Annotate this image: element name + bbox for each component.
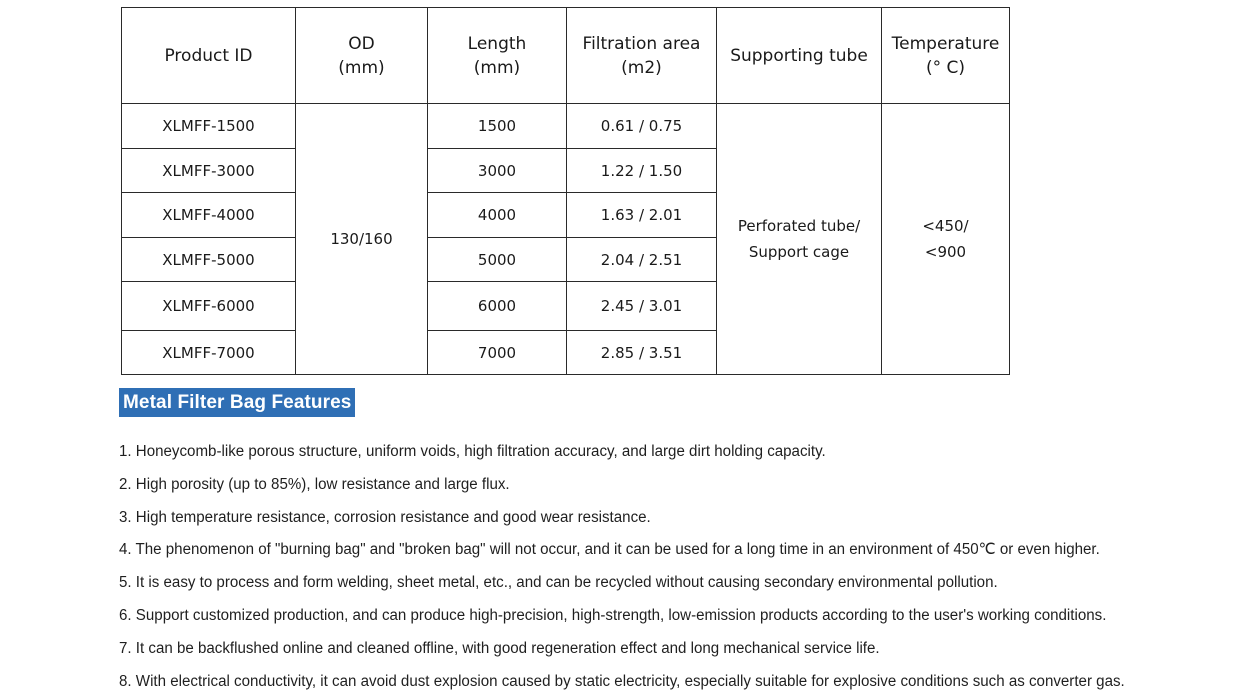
product-id-cell: XLMFF-7000 <box>122 331 296 375</box>
filtration-area-cell: 2.85 / 3.51 <box>567 331 717 375</box>
length-cell: 1500 <box>428 104 567 149</box>
header-filtration-area: Filtration area (m2) <box>567 8 717 104</box>
table-row <box>122 104 1010 149</box>
filtration-area-cell: 2.45 / 3.01 <box>567 282 717 331</box>
product-id-cell: XLMFF-6000 <box>122 282 296 331</box>
supporting-tube-cell: Perforated tube/ Support cage <box>717 104 882 375</box>
header-temperature: Temperature (° C) <box>882 8 1010 104</box>
filtration-area-cell: 1.22 / 1.50 <box>567 149 717 193</box>
filtration-area-cell: 2.04 / 2.51 <box>567 238 717 282</box>
length-cell: 7000 <box>428 331 567 375</box>
product-id-cell: XLMFF-4000 <box>122 193 296 238</box>
length-cell: 5000 <box>428 238 567 282</box>
features-list <box>119 438 1151 700</box>
length-cell: 4000 <box>428 193 567 238</box>
product-id-cell: XLMFF-3000 <box>122 149 296 193</box>
header-supporting-tube: Supporting tube <box>717 8 882 104</box>
list-item: 1. Honeycomb-like porous structure, uniform voids, high filtration accuracy, and large dirt holding capacity. <box>119 443 826 460</box>
od-cell: 130/160 <box>296 104 428 375</box>
length-cell: 6000 <box>428 282 567 331</box>
header-product-id: Product ID <box>122 8 296 104</box>
list-item: 7. It can be backflushed online and cleaned offline, with good regeneration effect and long mechanical service life. <box>119 639 880 657</box>
features-heading: Metal Filter Bag Features <box>119 388 355 417</box>
product-spec-table <box>121 7 1010 375</box>
list-item: 6. Support customized production, and can produce high-precision, high-strength, low-emission products according to the user's working conditions. <box>119 606 1107 624</box>
list-item: 2. High porosity (up to 85%), low resistance and large flux. <box>119 475 510 493</box>
table-header-row <box>122 8 1010 104</box>
list-item: 3. High temperature resistance, corrosion resistance and good wear resistance. <box>119 508 651 526</box>
list-item: 5. It is easy to process and form welding, sheet metal, etc., and can be recycled without causing secondary environmental pollution. <box>119 574 998 592</box>
product-id-cell: XLMFF-5000 <box>122 238 296 282</box>
filtration-area-cell: 1.63 / 2.01 <box>567 193 717 238</box>
list-item: 4. The phenomenon of "burning bag" and "broken bag" will not occur, and it can be used for a long time in an environment of 450℃ or even higher. <box>119 541 1100 559</box>
product-id-cell: XLMFF-1500 <box>122 104 296 149</box>
list-item: 8. With electrical conductivity, it can avoid dust explosion caused by static electricity, especially suitable for explosive conditions such as converter gas. <box>119 672 1125 690</box>
header-od: OD (mm) <box>296 8 428 104</box>
temperature-cell: <450/ <900 <box>882 104 1010 375</box>
filtration-area-cell: 0.61 / 0.75 <box>567 104 717 149</box>
length-cell: 3000 <box>428 149 567 193</box>
header-length: Length (mm) <box>428 8 567 104</box>
